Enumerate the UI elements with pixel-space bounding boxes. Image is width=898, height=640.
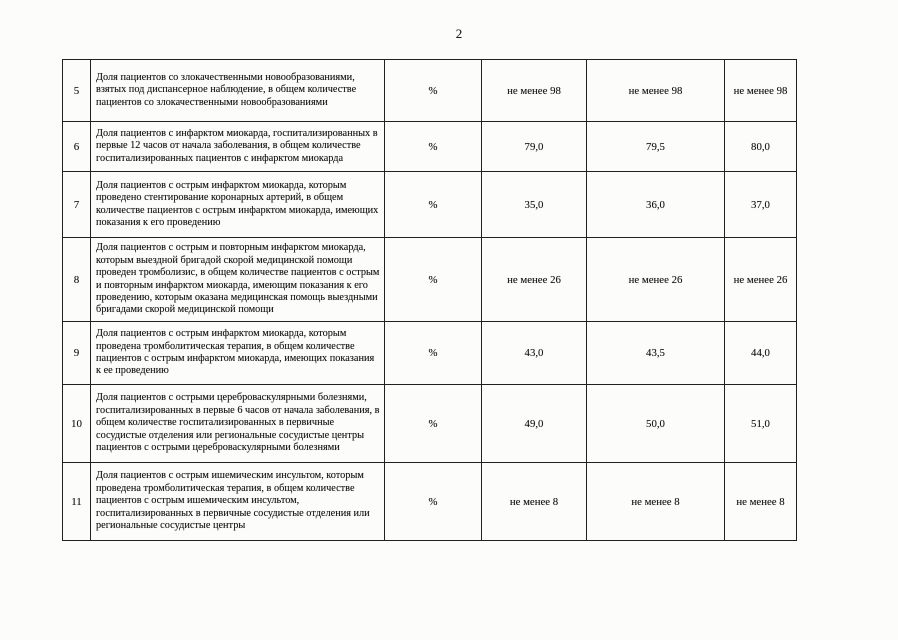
table-row xyxy=(63,122,797,172)
table-row xyxy=(63,60,797,122)
unit-cell: % xyxy=(385,172,482,238)
value-cell-3: не менее 8 xyxy=(725,463,797,541)
row-number: 6 xyxy=(63,122,91,172)
value-cell-3: 51,0 xyxy=(725,385,797,463)
indicator-description: Доля пациентов с острым и повторным инфарктом миокарда, которым выездной бригадой скорой медицинской помощи проведен тромболизис, в общем количестве пациентов с острым и повторным инфарктом миокарда, имеющим показания к его проведению, которым оказана медицинская помощь выездными бригадами скорой медицинской помощи xyxy=(91,238,385,322)
unit-cell: % xyxy=(385,122,482,172)
table-row xyxy=(63,172,797,238)
indicator-description: Доля пациентов с инфарктом миокарда, госпитализированных в первые 12 часов от начала заболевания, в общем количестве госпитализированных пациентов с инфарктом миокарда xyxy=(91,122,385,172)
indicator-description: Доля пациентов со злокачественными новообразованиями, взятых под диспансерное наблюдение, в общем количестве пациентов со злокачественными новообразованиями xyxy=(91,60,385,122)
indicator-description: Доля пациентов с острым инфарктом миокарда, которым проведена тромболитическая терапия, в общем количестве пациентов с острым инфарктом миокарда, имеющих показания к ее проведению xyxy=(91,322,385,385)
page-number: 2 xyxy=(455,26,463,41)
row-number: 8 xyxy=(63,238,91,322)
value-cell-1: не менее 98 xyxy=(482,60,587,122)
value-cell-1: 35,0 xyxy=(482,172,587,238)
row-number: 5 xyxy=(63,60,91,122)
row-number: 7 xyxy=(63,172,91,238)
value-cell-3: 44,0 xyxy=(725,322,797,385)
value-cell-2: 43,5 xyxy=(587,322,725,385)
table-row xyxy=(63,322,797,385)
value-cell-1: 79,0 xyxy=(482,122,587,172)
row-number: 11 xyxy=(63,463,91,541)
value-cell-2: не менее 26 xyxy=(587,238,725,322)
value-cell-1: не менее 26 xyxy=(482,238,587,322)
indicator-description: Доля пациентов с острым инфарктом миокарда, которым проведено стентирование коронарных артерий, в общем количестве пациентов с острым инфарктом миокарда, имеющих показания к его проведению xyxy=(91,172,385,238)
table-row xyxy=(63,463,797,541)
value-cell-1: не менее 8 xyxy=(482,463,587,541)
unit-cell: % xyxy=(385,385,482,463)
row-number: 9 xyxy=(63,322,91,385)
table-row xyxy=(63,385,797,463)
indicators-table xyxy=(62,59,797,541)
value-cell-2: не менее 8 xyxy=(587,463,725,541)
value-cell-2: не менее 98 xyxy=(587,60,725,122)
row-number: 10 xyxy=(63,385,91,463)
indicator-description: Доля пациентов с острым ишемическим инсультом, которым проведена тромболитическая терапия, в общем количестве пациентов с острым ишемическим инсультом, госпитализированных в первичные сосудистые отделения или региональные сосудистые центры xyxy=(91,463,385,541)
indicator-description: Доля пациентов с острыми цереброваскулярными болезнями, госпитализированных в первые 6 часов от начала заболевания, в общем количестве госпитализированных в первичные сосудистые отделения или региональные сосудистые центры пациентов с острыми цереброваскулярными болезнями xyxy=(91,385,385,463)
value-cell-3: 37,0 xyxy=(725,172,797,238)
unit-cell: % xyxy=(385,238,482,322)
unit-cell: % xyxy=(385,463,482,541)
value-cell-2: 79,5 xyxy=(587,122,725,172)
unit-cell: % xyxy=(385,322,482,385)
unit-cell: % xyxy=(385,60,482,122)
value-cell-2: 36,0 xyxy=(587,172,725,238)
value-cell-1: 43,0 xyxy=(482,322,587,385)
value-cell-3: не менее 26 xyxy=(725,238,797,322)
value-cell-2: 50,0 xyxy=(587,385,725,463)
value-cell-3: не менее 98 xyxy=(725,60,797,122)
table-row xyxy=(63,238,797,322)
value-cell-3: 80,0 xyxy=(725,122,797,172)
value-cell-1: 49,0 xyxy=(482,385,587,463)
